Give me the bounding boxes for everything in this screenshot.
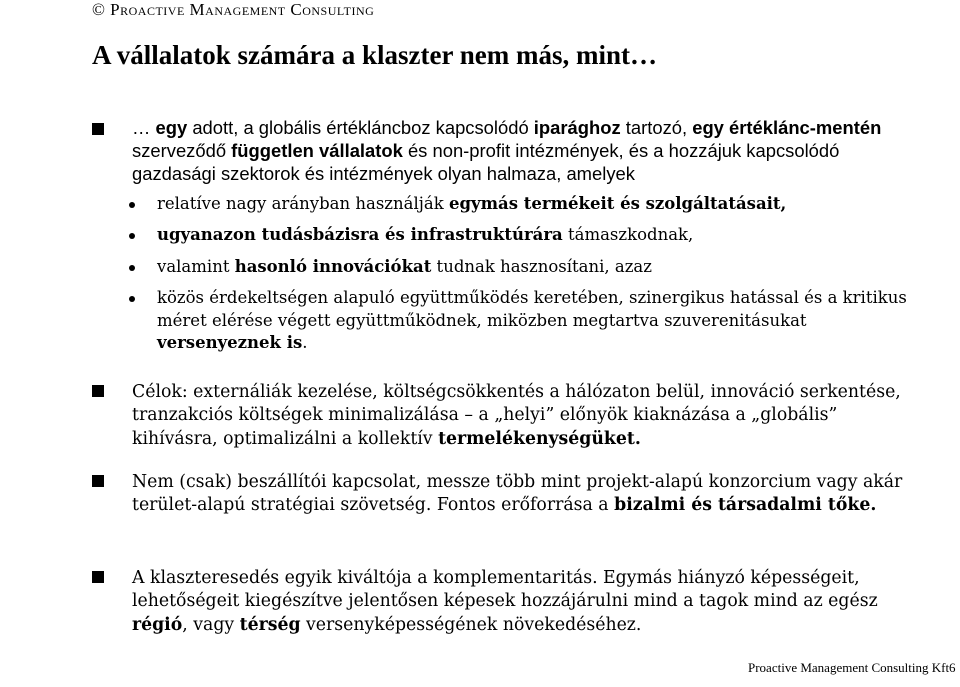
list-item-4-text: A klaszteresedés egyik kiváltója a komplementaritás. Egymás hiányzó képességeit, lehetőségeit kiegészítve jelentősen képesek hozzájárulni mind a tagok mind az egész régió, vagy térség versenyképességének növekedéséhez.	[132, 568, 878, 635]
list-item-3-text: Nem (csak) beszállítói kapcsolat, messze több mint projekt-alapú konzorcium vagy akár terület-alapú stratégiai szövetség. Fontos erőforrása a bizalmi és társadalmi tőke.	[132, 472, 903, 516]
dot-bullet-icon	[129, 202, 135, 208]
page-title: A vállalatok számára a klaszter nem más, mint…	[92, 40, 657, 70]
list-item-1-text: … egy adott, a globális értékláncboz kapcsolódó iparághoz tartozó, egy értéklánc-mentén szerveződő független vállalatok és non-profit intézmények, és a hozzájuk kapcsolódó gazdasági szektorok és intézmények olyan halmaza, amelyek	[132, 117, 882, 185]
dot-bullet-icon	[129, 296, 135, 302]
dot-bullet-icon	[129, 265, 135, 271]
header-copyright: © Proactive Management Consulting	[92, 0, 375, 19]
list-item-2-text: Célok: externáliák kezelése, költségcsökkentés a hálózaton belül, innováció serkentése, tranzakciós költségek minimalizálása – a „helyi” előnyök kiaknázása a „globális” kihívásra, optimalizálni a kollektív termelékenységüket.	[132, 382, 901, 449]
square-bullet-icon	[92, 571, 104, 583]
page-number: 6	[949, 660, 956, 675]
footer-company: Proactive Management Consulting Kft	[748, 660, 950, 675]
square-bullet-icon	[92, 475, 104, 487]
square-bullet-icon	[92, 385, 104, 397]
dot-bullet-icon	[129, 233, 135, 239]
square-bullet-icon	[92, 123, 104, 135]
